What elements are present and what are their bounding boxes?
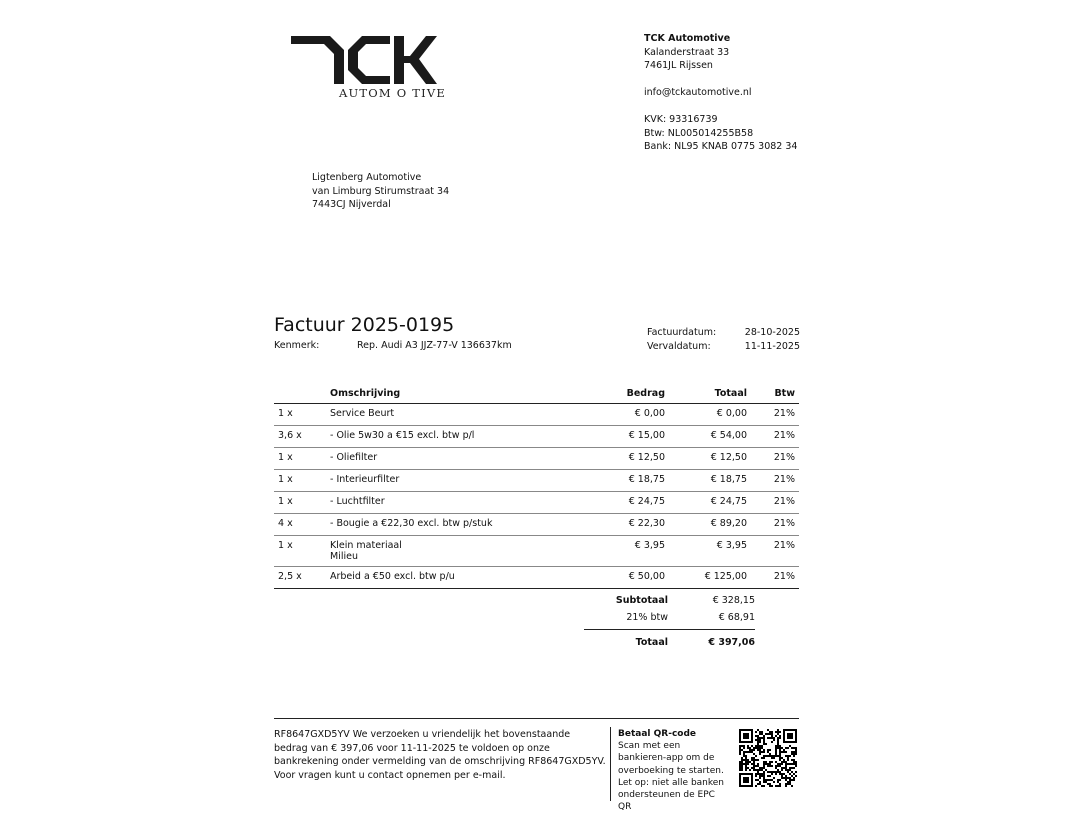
row-total: € 89,20: [669, 514, 751, 536]
table-row: [274, 426, 799, 448]
company-city: 7461JL Rijssen: [644, 60, 713, 71]
table-row: [274, 567, 799, 589]
row-total: € 24,75: [669, 492, 751, 514]
qr-title: Betaal QR-code: [618, 729, 697, 739]
header-total: Totaal: [669, 383, 751, 404]
company-street: Kalanderstraat 33: [644, 46, 730, 58]
invoice-date-label: Factuurdatum:: [647, 327, 717, 338]
row-amount: € 12,50: [591, 448, 669, 470]
row-vat: 21%: [751, 404, 799, 426]
total-label: Totaal: [635, 637, 668, 648]
footer-divider: [274, 718, 799, 719]
row-total: € 3,95: [669, 536, 751, 567]
total-value: € 397,06: [708, 637, 755, 648]
row-total: € 54,00: [669, 426, 751, 448]
recipient-name: Ligtenberg Automotive: [312, 172, 422, 183]
row-description: - Oliefilter: [326, 448, 591, 470]
totals-block: [584, 592, 755, 651]
subtotal-label: Subtotaal: [615, 595, 668, 606]
payment-qr-code[interactable]: [739, 729, 797, 787]
logo-subtitle: AUTOM O TIVE: [339, 86, 446, 100]
row-qty: 1 x: [274, 492, 326, 514]
row-qty: 3,6 x: [274, 426, 326, 448]
row-qty: 1 x: [274, 448, 326, 470]
total-row: [584, 629, 755, 651]
vat-row: [584, 609, 755, 626]
table-row: [274, 470, 799, 492]
row-amount: € 50,00: [591, 567, 669, 589]
row-description: - Interieurfilter: [326, 470, 591, 492]
recipient-city: 7443CJ Nijverdal: [312, 199, 391, 210]
row-description: [326, 536, 591, 567]
invoice-items-table: [274, 383, 799, 589]
row-amount: € 15,00: [591, 426, 669, 448]
qr-info: [618, 728, 730, 813]
row-description: - Bougie a €22,30 excl. btw p/stuk: [326, 514, 591, 536]
company-email[interactable]: info@tckautomotive.nl: [644, 87, 752, 98]
header-qty: [274, 383, 326, 404]
table-row: [274, 448, 799, 470]
row-amount: € 3,95: [591, 536, 669, 567]
row-total: € 125,00: [669, 567, 751, 589]
row-amount: € 24,75: [591, 492, 669, 514]
due-date-value: 11-11-2025: [744, 340, 800, 352]
tck-logo-mark: [290, 34, 440, 86]
row-qty: 1 x: [274, 404, 326, 426]
due-date-label: Vervaldatum:: [647, 340, 711, 352]
company-bank: Bank: NL95 KNAB 0775 3082 34: [644, 141, 798, 152]
row-amount: € 22,30: [591, 514, 669, 536]
company-info: [644, 32, 797, 154]
subtotal-value: € 328,15: [712, 595, 755, 606]
vat-label: 21% btw: [626, 612, 668, 623]
table-header-row: [274, 383, 799, 404]
row-amount: € 0,00: [591, 404, 669, 426]
company-btw: Btw: NL005014255B58: [644, 127, 754, 139]
recipient-address: [312, 171, 449, 212]
table-row: [274, 536, 799, 567]
row-vat: 21%: [751, 514, 799, 536]
row-total: € 18,75: [669, 470, 751, 492]
row-qty: 4 x: [274, 514, 326, 536]
table-row: [274, 514, 799, 536]
row-vat: 21%: [751, 536, 799, 567]
company-name: TCK Automotive: [644, 33, 731, 44]
kenmerk-value: Rep. Audi A3 JJZ-77-V 136637km: [357, 340, 512, 351]
row-description: - Luchtfilter: [326, 492, 591, 514]
table-row: [274, 492, 799, 514]
subtotal-row: [584, 592, 755, 609]
row-vat: 21%: [751, 448, 799, 470]
row-qty: 1 x: [274, 470, 326, 492]
row-vat: 21%: [751, 426, 799, 448]
row-amount: € 18,75: [591, 470, 669, 492]
row-vat: 21%: [751, 492, 799, 514]
kenmerk-label: Kenmerk:: [274, 340, 320, 351]
row-qty: 1 x: [274, 536, 326, 567]
row-description: Service Beurt: [326, 404, 591, 426]
qr-description: Scan met een bankieren-app om de overboeking te starten. Let op: niet alle banken ondersteunen de EPC QR: [618, 741, 725, 813]
row-description-sub: Milieu: [330, 551, 358, 562]
company-logo: [290, 34, 446, 104]
company-kvk: KVK: 93316739: [644, 114, 718, 125]
row-vat: 21%: [751, 470, 799, 492]
invoice-dates: [647, 326, 800, 353]
header-description: Omschrijving: [326, 383, 591, 404]
row-description: Arbeid a €50 excl. btw p/u: [326, 567, 591, 589]
row-vat: 21%: [751, 567, 799, 589]
recipient-street: van Limburg Stirumstraat 34: [312, 185, 450, 197]
row-description-main: Klein materiaal: [330, 540, 402, 551]
table-row: [274, 404, 799, 426]
payment-instructions: RF8647GXD5YV We verzoeken u vriendelijk het bovenstaande bedrag van € 397,06 voor 11-11-2025 te voldoen op onze bankrekening onder vermelding van de omschrijving RF8647GXD5YV. Voor vragen kunt u contact opnemen per e-mail.: [274, 729, 606, 781]
row-qty: 2,5 x: [274, 567, 326, 589]
header-amount: Bedrag: [591, 383, 669, 404]
row-total: € 12,50: [669, 448, 751, 470]
invoice-title: Factuur 2025-0195: [274, 314, 455, 336]
row-total: € 0,00: [669, 404, 751, 426]
row-description: - Olie 5w30 a €15 excl. btw p/l: [326, 426, 591, 448]
header-vat: Btw: [751, 383, 799, 404]
invoice-date-value: 28-10-2025: [744, 327, 800, 338]
vat-value: € 68,91: [718, 612, 755, 623]
footer-vertical-divider: [610, 727, 611, 801]
